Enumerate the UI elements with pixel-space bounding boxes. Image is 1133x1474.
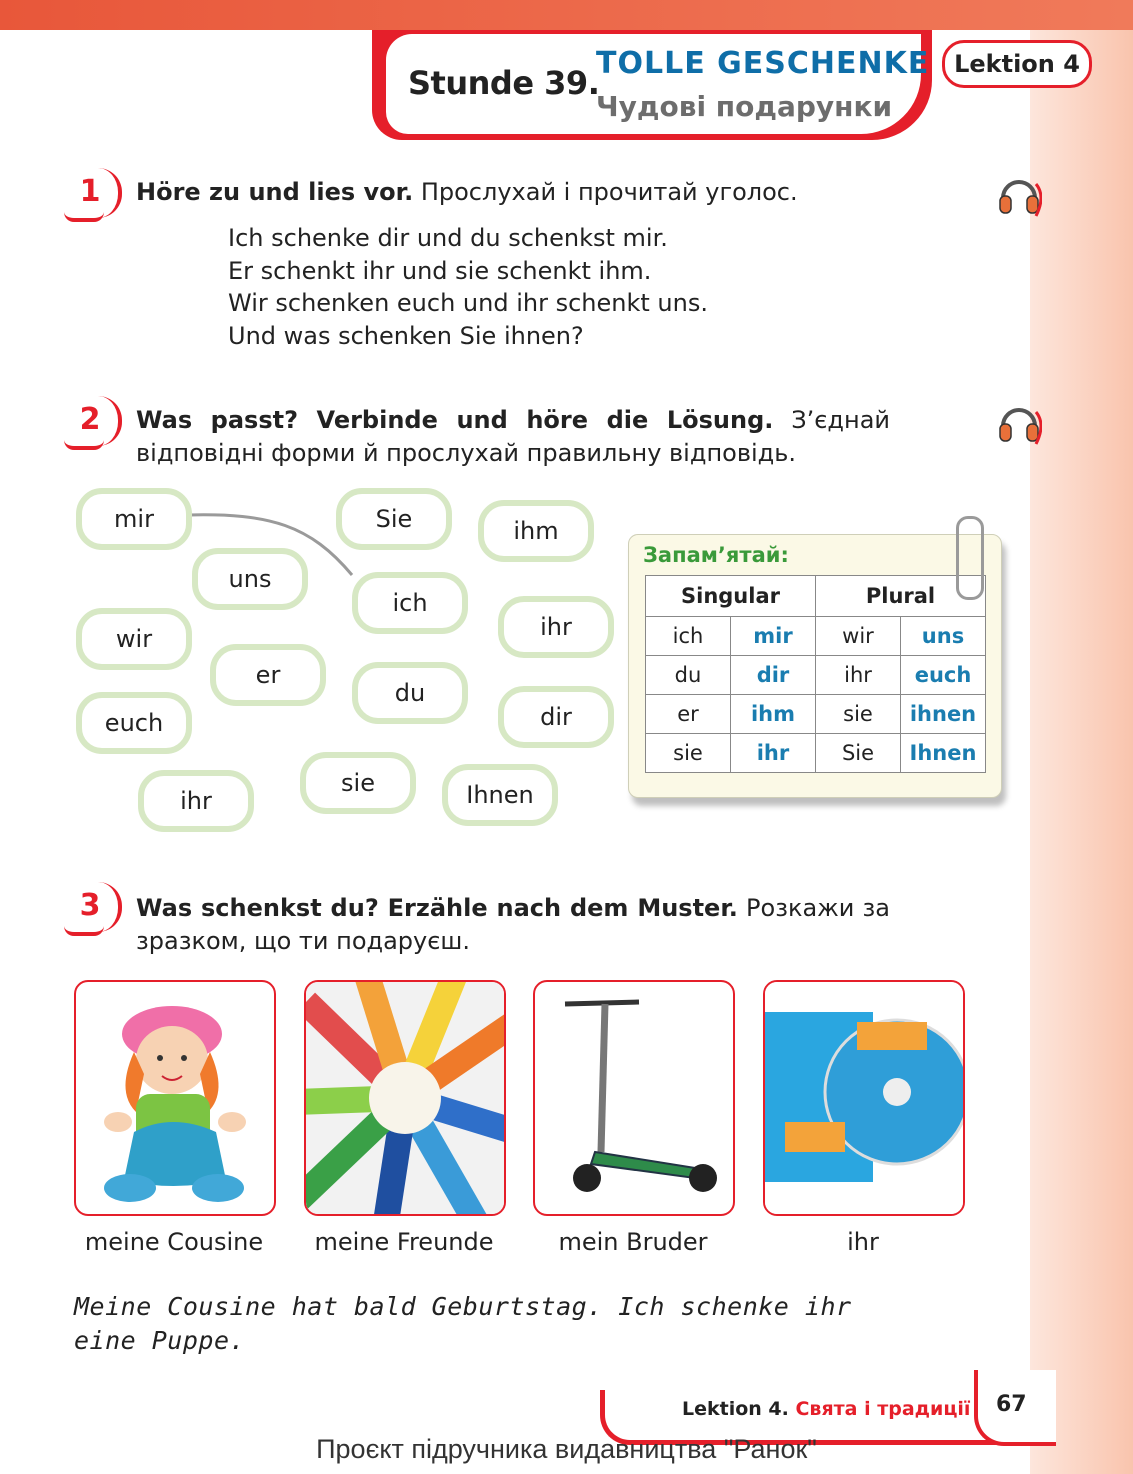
lesson-title-ua: Чудові подарунки [596, 90, 893, 123]
exercise-number: 1 [68, 172, 112, 216]
dative-cell: euch [901, 656, 986, 695]
exercise-2-task [136, 404, 890, 470]
lesson-title-de: TOLLE GESCHENKE [596, 46, 930, 81]
lektion-badge: Lektion 4 [942, 40, 1092, 88]
table-row [646, 617, 986, 656]
word-bubble[interactable]: Sie [336, 488, 452, 550]
poem-line: Er schenkt ihr und sie schenkt ihm. [228, 256, 652, 285]
pronoun-cell: er [646, 695, 731, 734]
task-de: Was passt? Verbinde und höre die Lösung. [136, 406, 774, 434]
pronoun-cell: sie [646, 734, 731, 773]
word-bubble[interactable]: dir [498, 686, 614, 748]
caption: mein Bruder [558, 1228, 708, 1256]
word-bubble[interactable]: sie [300, 752, 416, 814]
poem-line: Wir schenken euch und ihr schenkt uns. [228, 289, 708, 317]
exercise-3-task [136, 892, 890, 958]
example-text: Meine Cousine hat bald Geburtstag. Ich schenke ihr eine Puppe. [74, 1292, 852, 1355]
exercise-number: 2 [68, 400, 112, 444]
dative-cell: Ihnen [901, 734, 986, 773]
word-bubble[interactable]: wir [76, 608, 192, 670]
header-singular: Singular [646, 576, 816, 617]
pencils-image [304, 980, 506, 1216]
pronoun-cell: du [646, 656, 731, 695]
footer-lesson [682, 1398, 970, 1420]
word-bubble[interactable]: euch [76, 692, 192, 754]
pronoun-cell: ihr [816, 656, 901, 695]
word-bubble[interactable]: Ihnen [442, 764, 558, 826]
dative-cell: mir [731, 617, 816, 656]
word-bubble[interactable]: ihr [498, 596, 614, 658]
cd-image [763, 980, 965, 1216]
doll-image [74, 980, 276, 1216]
word-bubble[interactable]: ihr [138, 770, 254, 832]
pronoun-cell: sie [816, 695, 901, 734]
poem-line: Ich schenke dir und du schenkst mir. [228, 224, 668, 252]
task-de: Was schenkst du? Erzähle nach dem Muster. [136, 894, 738, 922]
word-bubble[interactable]: er [210, 644, 326, 706]
page-number: 67 [996, 1392, 1027, 1417]
exercise-number: 3 [68, 886, 112, 930]
dative-cell: uns [901, 617, 986, 656]
pronoun-cell: ich [646, 617, 731, 656]
pronoun-cell: Sie [816, 734, 901, 773]
header-plural: Plural [816, 576, 986, 617]
remember-card [628, 534, 1002, 798]
poem [228, 222, 708, 352]
headphones-icon[interactable] [996, 400, 1042, 446]
pronoun-cell: wir [816, 617, 901, 656]
word-bubble[interactable]: ihm [478, 500, 594, 562]
task-ua: З’єднай відповідні форми й прослухай правильну відповідь. [136, 406, 890, 467]
right-decor-strip [1030, 0, 1133, 1474]
paperclip-icon [956, 516, 984, 600]
table-row [646, 656, 986, 695]
poem-line: Und was schenken Sie ihnen? [228, 321, 584, 350]
caption: meine Cousine [84, 1228, 264, 1256]
task-de: Höre zu und lies vor. [136, 178, 414, 206]
word-bubble[interactable]: ich [352, 572, 468, 634]
footer-topic: Свята і традиції [795, 1398, 971, 1420]
headphones-icon[interactable] [996, 172, 1042, 218]
pronoun-table [645, 575, 986, 773]
dative-cell: ihr [731, 734, 816, 773]
word-bubble[interactable]: du [352, 662, 468, 724]
lesson-number: Stunde 39. [408, 64, 600, 102]
task-ua: Прослухай і прочитай уголос. [420, 178, 798, 206]
footer-lektion: Lektion 4. [682, 1398, 789, 1420]
dative-cell: dir [731, 656, 816, 695]
scooter-image [533, 980, 735, 1216]
table-row [646, 734, 986, 773]
exercise-1-task [136, 176, 896, 209]
dative-cell: ihm [731, 695, 816, 734]
caption: meine Freunde [314, 1228, 494, 1256]
remember-title: Запам’ятай: [643, 543, 789, 567]
project-note: Проєкт підручника видавництва "Ранок" [316, 1434, 817, 1464]
task-ua: Розкажи за зразком, що ти подаруєш. [136, 894, 890, 955]
table-row [646, 695, 986, 734]
caption: ihr [847, 1228, 879, 1256]
word-bubble[interactable]: uns [192, 548, 308, 610]
dative-cell: ihnen [901, 695, 986, 734]
top-band [0, 0, 1133, 30]
word-bubble[interactable]: mir [76, 488, 192, 550]
